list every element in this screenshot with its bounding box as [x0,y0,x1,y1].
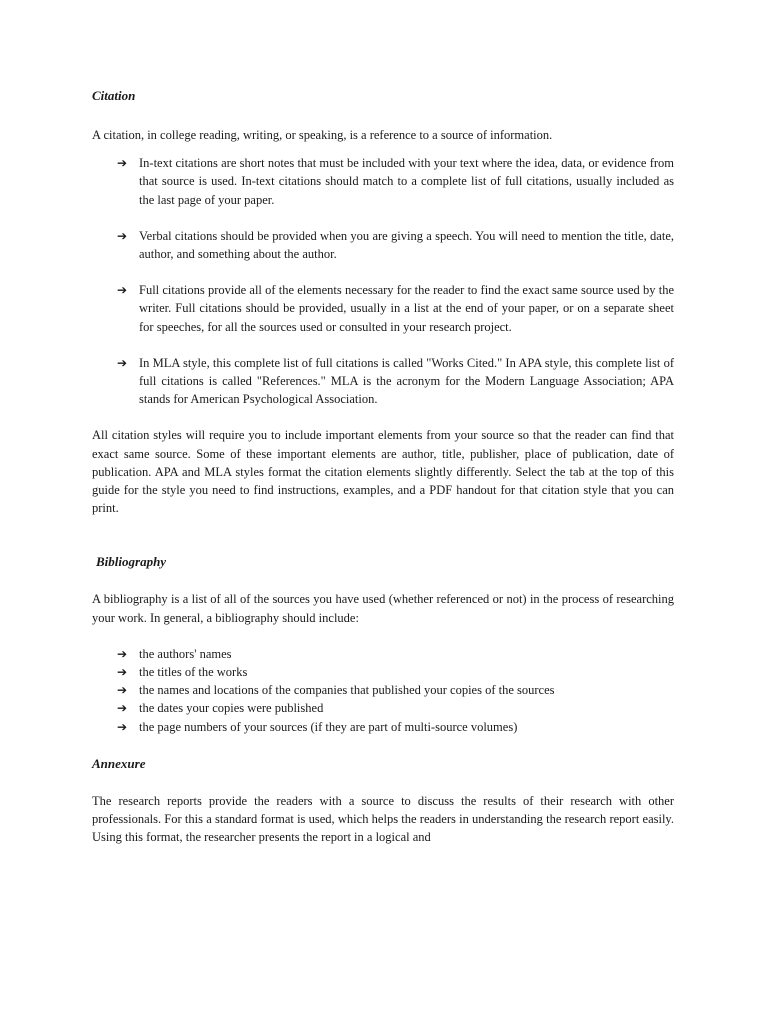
list-item [92,718,674,736]
citation-styles-paragraph: All citation styles will require you to include important elements from your source so that the reader can find that exact same source. Some of these important elements are author, title, publisher, place of publication, date of publication. APA and MLA styles format the citation elements slightly differently. Select the tab at the top of this guide for the style you need to find instructions, examples, and a PDF handout for that citation style that you can print. [92,428,674,516]
list-item-text: the titles of the works [139,665,248,680]
right-arrow-icon: ➔ [117,156,128,171]
list-item [92,663,674,681]
list-item-text: the page numbers of your sources (if they are part of multi-source volumes) [139,719,518,734]
right-arrow-icon: ➔ [117,665,128,680]
list-item-text: Full citations provide all of the elements necessary for the reader to find the exact same source used by the writer. Full citations should be provided, usually in a list at the end of your paper, or on a separate sheet for speeches, for all the sources used or consulted in your research project. [139,283,674,334]
list-item [92,227,674,263]
list-item [92,281,674,336]
list-item-text: In MLA style, this complete list of full citations is called "Works Cited." In APA style, this complete list of full citations is called "References." MLA is the acronym for the Modern Language Association; APA stands for American Psychological Association. [139,355,674,407]
bibliography-bullet-list [92,645,674,736]
list-item-text: Verbal citations should be provided when you are giving a speech. You will need to mention the title, date, author, and something about the author. [139,228,674,262]
right-arrow-icon: ➔ [117,228,128,243]
heading-bibliography: Bibliography [96,554,167,570]
heading-citation: Citation [92,88,136,103]
list-item [92,681,674,699]
list-item-text: the dates your copies were published [139,701,324,716]
right-arrow-icon: ➔ [117,701,128,716]
list-item [92,645,674,663]
right-arrow-icon: ➔ [117,355,128,370]
document-page [92,86,674,846]
list-item-text: the names and locations of the companies that published your copies of the sources [139,683,555,698]
right-arrow-icon: ➔ [117,283,128,298]
list-item-text: the authors' names [139,646,232,661]
citation-bullet-list [92,154,674,408]
list-item [92,154,674,209]
annexure-paragraph: The research reports provide the readers with a source to discuss the results of their research with other professionals. For this a standard format is used, which helps the readers in understanding the research report easily. Using this format, the researcher presents the report in a logical and [92,793,674,845]
right-arrow-icon: ➔ [117,683,128,698]
list-item [92,354,674,409]
citation-intro-paragraph: A citation, in college reading, writing, or speaking, is a reference to a source of information. [92,128,553,142]
list-item-text: In-text citations are short notes that must be included with your text where the idea, data, or evidence from that source is used. In-text citations should match to a complete list of full citations, usually included as the last page of your paper. [139,156,674,207]
right-arrow-icon: ➔ [117,646,128,661]
list-item [92,699,674,717]
bibliography-paragraph: A bibliography is a list of all of the sources you have used (whether referenced or not) in the process of researching your work. In general, a bibliography should include: [92,592,674,625]
heading-annexure: Annexure [92,755,146,771]
right-arrow-icon: ➔ [117,719,128,734]
